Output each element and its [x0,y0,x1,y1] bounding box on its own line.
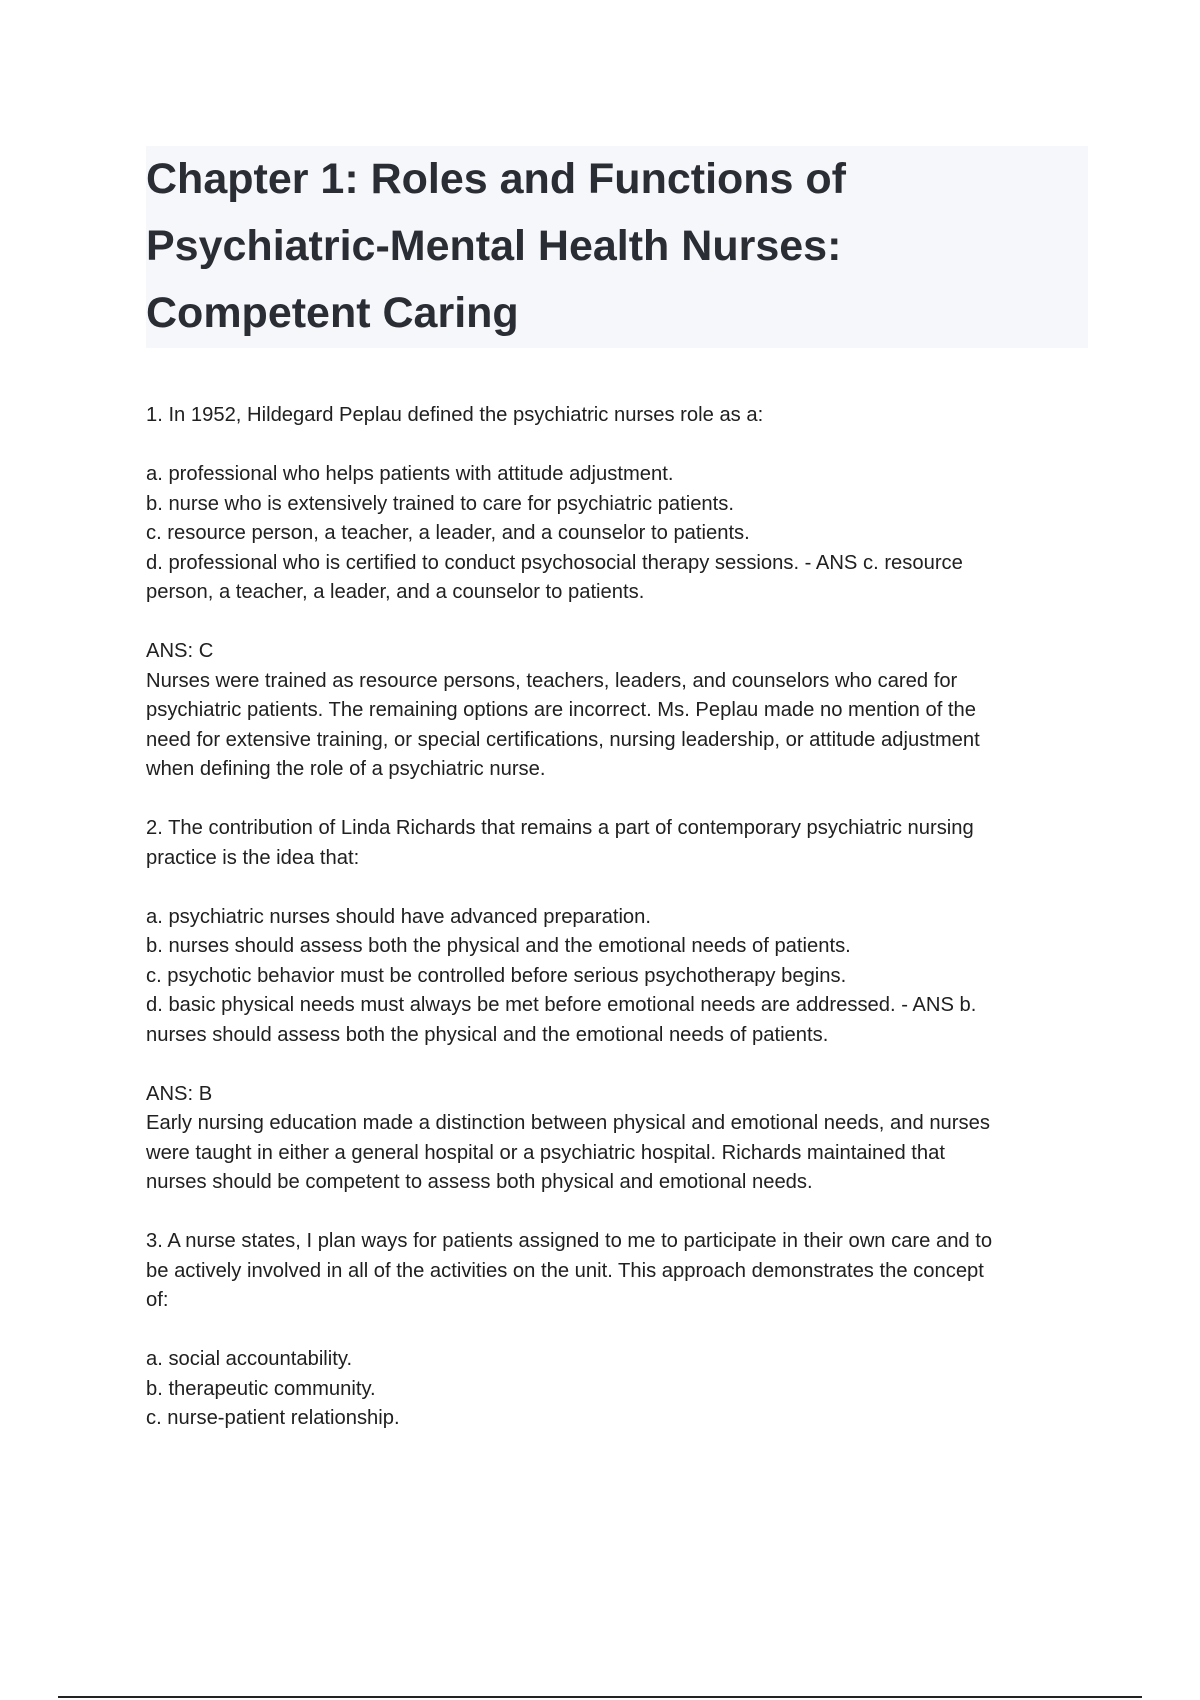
question-1-options [146,460,1088,608]
text-line: 3. A nurse states, I plan ways for patients assigned to me to participate in their own care and to [146,1230,993,1252]
question-2-options [146,903,1088,1051]
text-line: be actively involved in all of the activities on the unit. This approach demonstrates the concept [146,1259,984,1282]
text-line: practice is the idea that: [146,846,360,869]
text-line: of: [146,1289,169,1311]
option-line: b. nurse who is extensively trained to care for psychiatric patients. [146,492,734,515]
option-line: c. psychotic behavior must be controlled before serious psychotherapy begins. [146,964,847,987]
option-line: b. therapeutic community. [146,1377,376,1400]
option-line: a. professional who helps patients with attitude adjustment. [146,463,674,485]
rationale-line: nurses should be competent to assess both physical and emotional needs. [146,1171,813,1193]
rationale-line: Early nursing education made a distinction between physical and emotional needs, and nurses [146,1112,990,1134]
rationale-line: were taught in either a general hospital or a psychiatric hospital. Richards maintained that [146,1141,945,1164]
rationale-line: when defining the role of a psychiatric nurse. [146,758,546,780]
title-line: Psychiatric-Mental Health Nurses: [146,222,842,270]
question-3-options [146,1345,1088,1434]
option-line: person, a teacher, a leader, and a counselor to patients. [146,581,645,603]
text-line: 1. In 1952, Hildegard Peplau defined the psychiatric nurses role as a: [146,404,764,426]
option-line: b. nurses should assess both the physical and the emotional needs of patients. [146,935,851,957]
answer-label: ANS: C [146,640,214,662]
title-line: Chapter 1: Roles and Functions of [146,155,846,203]
question-3-stem [146,1227,1088,1316]
chapter-title-block [146,146,1088,348]
text-line: 2. The contribution of Linda Richards that remains a part of contemporary psychiatric nursing [146,817,974,839]
document-body [146,401,1088,1463]
question-2-answer [146,1080,1088,1198]
rationale-line: psychiatric patients. The remaining options are incorrect. Ms. Peplau made no mention of the [146,699,976,721]
answer-label: ANS: B [146,1082,213,1105]
option-line: c. resource person, a teacher, a leader, and a counselor to patients. [146,522,750,544]
question-2-stem [146,814,1088,873]
option-line: nurses should assess both the physical and the emotional needs of patients. [146,1023,829,1046]
rationale-line: Nurses were trained as resource persons, teachers, leaders, and counselors who cared for [146,669,958,692]
option-line: a. social accountability. [146,1348,353,1370]
rationale-line: need for extensive training, or special certifications, nursing leadership, or attitude adjustment [146,728,980,751]
page-bottom-rule [58,1696,1142,1698]
option-line: a. psychiatric nurses should have advanced preparation. [146,905,651,928]
option-line: d. professional who is certified to conduct psychosocial therapy sessions. - ANS c. resource [146,551,963,574]
option-line: d. basic physical needs must always be met before emotional needs are addressed. - ANS b. [146,994,977,1016]
question-1-answer [146,637,1088,785]
chapter-title [146,146,1088,347]
option-line: c. nurse-patient relationship. [146,1407,400,1429]
title-line: Competent Caring [146,289,519,337]
question-1-stem [146,401,1088,431]
